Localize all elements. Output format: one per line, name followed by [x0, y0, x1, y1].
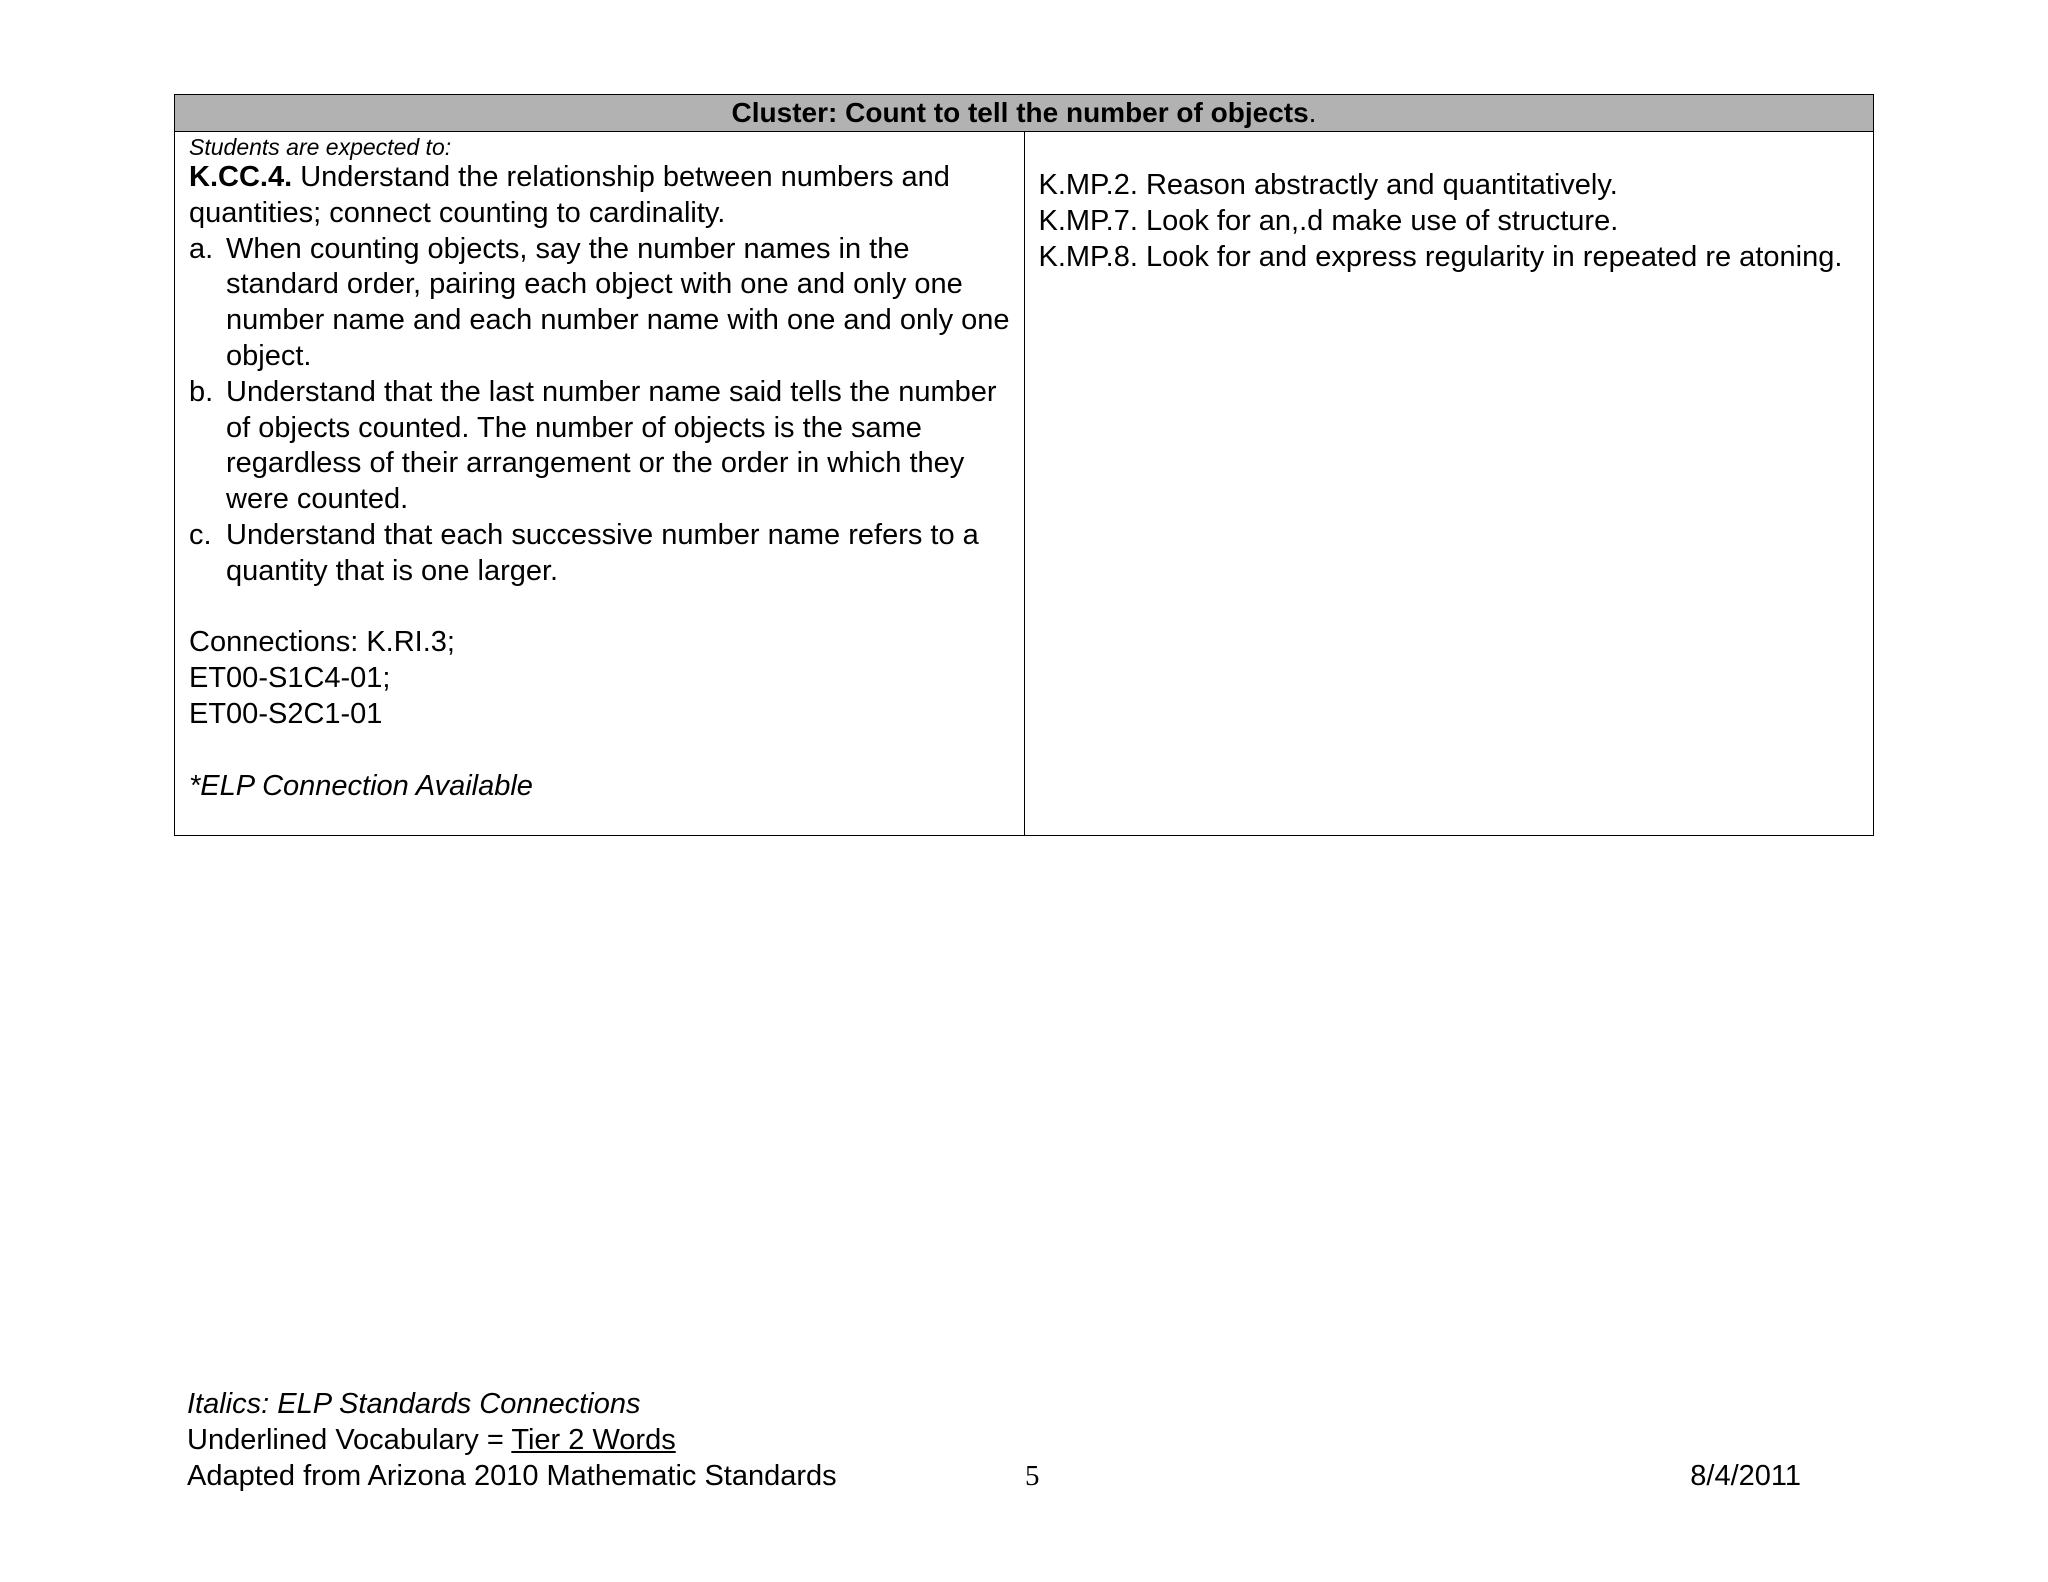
connections-line: Connections: K.RI.3; [189, 626, 455, 659]
connections-line: ET00-S2C1-01 [189, 697, 383, 730]
footer-adapted: Adapted from Arizona 2010 Mathematic Standards [187, 1460, 837, 1492]
practice-item: K.MP.2. Reason abstractly and quantitatively. [1038, 169, 1618, 201]
list-marker: b. [189, 375, 214, 408]
standard-code: K.CC.4. [189, 161, 293, 193]
page-number: 5 [1025, 1460, 1040, 1492]
list-item-text: Understand that each successive number name refers to a quantity that is one larger. [226, 518, 979, 587]
standard-text: Understand the relationship between numbers and quantities; connect counting to cardinality. [189, 161, 950, 229]
list-marker: c. [189, 518, 212, 551]
list-marker: a. [189, 232, 214, 265]
page-footer [187, 1386, 1807, 1494]
elp-connection-note: *ELP Connection Available [189, 769, 533, 802]
practice-item: K.MP.8. Look for and express regularity in repeated re atoning. [1038, 240, 1843, 273]
cluster-title: Cluster: Count to tell the number of objects [731, 97, 1309, 128]
footer-source-line [187, 1458, 1807, 1494]
footer-vocab-prefix: Underlined Vocabulary = [187, 1424, 512, 1456]
practice-item: K.MP.7. Look for an,.d make use of structure. [1038, 204, 1619, 237]
footer-vocab-underlined: Tier 2 Words [511, 1424, 676, 1456]
standard-statement [189, 160, 1012, 232]
cluster-header [175, 95, 1874, 132]
cluster-title-period: . [1308, 97, 1317, 128]
list-item-text: Understand that the last number name said tells the number of objects counted. The number of objects is the same regardless of their arrangement or the order in which they were counted. [226, 375, 997, 516]
standards-cell [175, 132, 1025, 836]
practices-cell [1024, 132, 1874, 836]
footer-vocab-legend [187, 1422, 1807, 1458]
list-item-text: When counting objects, say the number names in the standard order, pairing each object with one and only one number name and each number name with one and only one object. [226, 232, 1010, 372]
footer-italics-legend: Italics: ELP Standards Connections [187, 1388, 641, 1420]
footer-date: 8/4/2011 [1690, 1460, 1801, 1492]
list-item [189, 518, 1012, 590]
standards-table [174, 94, 1874, 836]
standard-sub-items [189, 232, 1012, 590]
list-item [189, 232, 1012, 375]
list-item [189, 375, 1012, 518]
connections-line: ET00-S1C4-01; [189, 662, 391, 695]
expected-label: Students are expected to: [189, 134, 452, 160]
